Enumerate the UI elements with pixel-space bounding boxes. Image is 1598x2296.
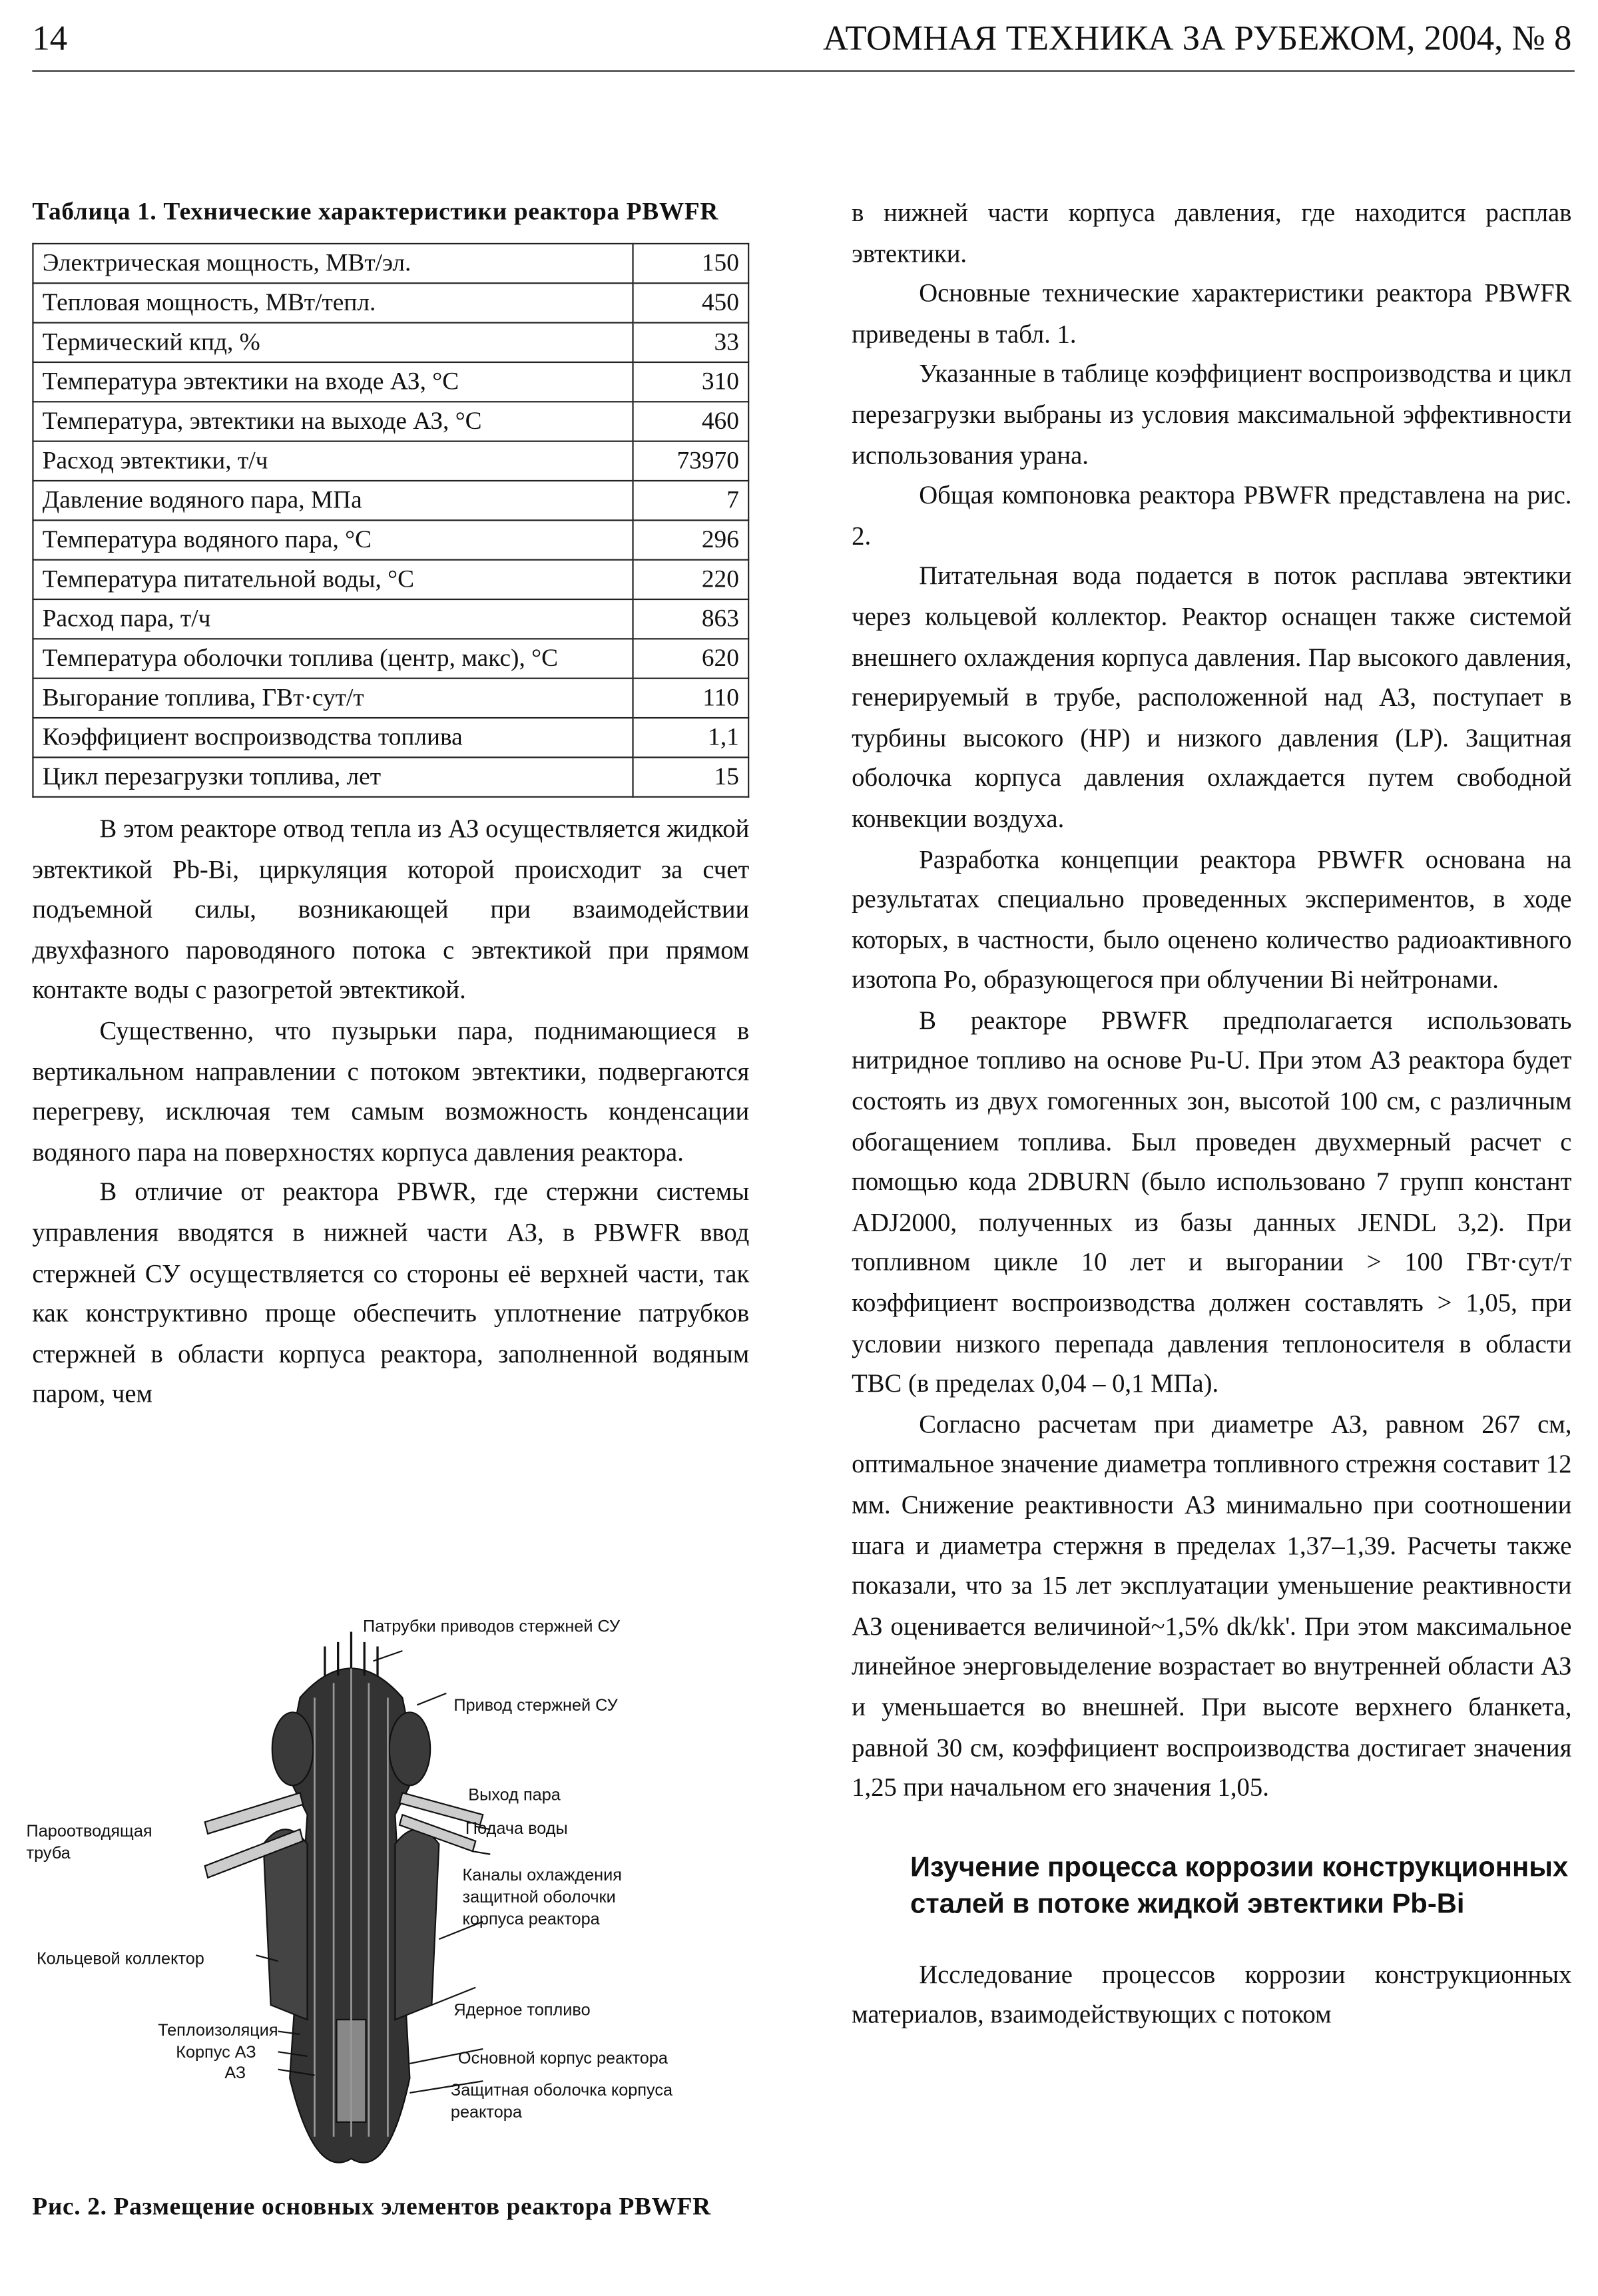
paragraph: Общая компоновка реактора PBWFR представлена на рис. 2.	[852, 480, 1572, 550]
label-main-vessel: Основной корпус реактора	[457, 2050, 668, 2068]
value-cell: 15	[633, 757, 749, 796]
label-cooling-channels: Каналы охлаждения защитной оболочки корпуса реактора	[462, 1867, 622, 1929]
paragraph: Существенно, что пузырьки пара, поднимающиеся в вертикальном направлении с потоком эвтектики, подвергаются перегреву, исключая тем самым возможность конденсации водяного пара на поверхностях корпуса давления реактора.	[32, 1015, 750, 1167]
value-cell: 1,1	[633, 718, 749, 757]
paragraph: В реакторе PBWFR предполагается использовать нитридное топливо на основе Pu-U. При этом АЗ реактора будет состоять из двух гомогенных зон, высотой 100 см, с различным обогащением топлива. Был проведен двухмерный расчет с помощью кода 2DBURN (было использовано 7 групп констант ADJ2000, полученных из базы данных JENDL 3,2). При топливном цикле 10 лет и выгорании > 100 ГВт·сут/т коэффициент воспроизводства должен составлять > 1,05, при условии низкого перепада давления теплоносителя в области ТВС (в пределах 0,04 – 0,1 МПа).	[852, 1005, 1572, 1398]
param-cell: Термический кпд, %	[33, 323, 633, 362]
figure-caption: Рис. 2. Размещение основных элементов реактора PBWFR	[32, 2192, 711, 2221]
table-row	[33, 718, 748, 757]
param-cell: Температура оболочки топлива (центр, макс), °С	[33, 639, 633, 678]
param-cell: Коэффициент воспроизводства топлива	[33, 718, 633, 757]
param-cell: Температура эвтектики на входе АЗ, °С	[33, 362, 633, 402]
param-cell: Давление водяного пара, МПа	[33, 481, 633, 520]
specs-table	[32, 243, 749, 798]
param-cell: Температура водяного пара, °С	[33, 520, 633, 559]
table-row	[33, 323, 748, 362]
label-drive: Привод стержней СУ	[453, 1697, 618, 1715]
value-cell: 110	[633, 679, 749, 718]
paragraph: В этом реакторе отвод тепла из АЗ осуществляется жидкой эвтектикой Pb-Bi, циркуляция которой происходит за счет подъемной силы, возникающей при взаимодействии двухфазного пароводяного потока с эвтектикой при прямом контакте воды с разогретой эвтектикой.	[32, 813, 750, 1005]
table-row	[33, 520, 748, 559]
value-cell: 310	[633, 362, 749, 402]
label-insulation: Теплоизоляция	[158, 2022, 278, 2040]
table-title: Таблица 1. Технические характеристики реактора PBWFR	[32, 197, 719, 226]
table-row	[33, 402, 748, 441]
value-cell: 620	[633, 639, 749, 678]
param-cell: Расход пара, т/ч	[33, 599, 633, 639]
value-cell: 863	[633, 599, 749, 639]
value-cell: 460	[633, 402, 749, 441]
value-cell: 450	[633, 283, 749, 322]
table-row	[33, 639, 748, 678]
value-cell: 7	[633, 481, 749, 520]
paragraph: Основные технические характеристики реактора PBWFR приведены в табл. 1.	[852, 278, 1572, 348]
table-row	[33, 599, 748, 639]
reactor-figure	[0, 1610, 761, 2188]
param-cell: Выгорание топлива, ГВт·сут/т	[33, 679, 633, 718]
paragraph: В отличие от реактора PBWR, где стержни системы управления вводятся в нижней части АЗ, в PBWFR ввод стержней СУ осуществляется со стороны её верхней части, так как конструктивно проще обеспечить уплотнение патрубков стержней в области корпуса реактора, заполненной водяным паром, чем	[32, 1177, 750, 1408]
header-rule	[32, 70, 1574, 71]
value-cell: 220	[633, 560, 749, 599]
table-row	[33, 757, 748, 796]
section-heading: Изучение процесса коррозии конструкционных сталей в потоке жидкой эвтектики Pb-Bi	[910, 1852, 1569, 1920]
value-cell: 296	[633, 520, 749, 559]
paragraph: Питательная вода подается в поток расплава эвтектики через кольцевой коллектор. Реактор оснащен также системой внешнего охлаждения корпуса давления. Пар высокого давления, генерируемый в трубе, расположенной над АЗ, поступает в турбины высокого (HP) и низкого давления (LP). Защитная оболочка корпуса давления охлаждается путем свободной конвекции воздуха.	[852, 561, 1572, 833]
param-cell: Электрическая мощность, МВт/эл.	[33, 244, 633, 283]
left-column	[32, 196, 749, 1416]
label-nozzles: Патрубки приводов стержней СУ	[363, 1618, 621, 1637]
label-steam-out: Выход пара	[468, 1787, 561, 1805]
table-row	[33, 362, 748, 402]
page-number: 14	[32, 20, 68, 59]
table-row	[33, 560, 748, 599]
table-row	[33, 283, 748, 322]
right-column	[852, 193, 1571, 2036]
paragraph: Указанные в таблице коэффициент воспроизводства и цикл перезагрузки выбраны из условия максимальной эффективности использования урана.	[852, 359, 1572, 469]
value-cell: 73970	[633, 441, 749, 481]
label-fuel: Ядерное топливо	[453, 2002, 591, 2020]
paragraph: Разработка концепции реактора PBWFR основана на результатах специально проведенных экспериментов, в ходе которых, в частности, было оценено количество радиоактивного изотопа Po, образующегося при облучении Bi нейтронами.	[852, 844, 1572, 994]
value-cell: 33	[633, 323, 749, 362]
paragraph: в нижней части корпуса давления, где находится расплав эвтектики.	[852, 197, 1572, 268]
journal-title: АТОМНАЯ ТЕХНИКА ЗА РУБЕЖОМ, 2004, № 8	[823, 20, 1572, 59]
label-water-in: Подача воды	[465, 1821, 568, 1839]
label-core: АЗ	[224, 2065, 246, 2083]
param-cell: Тепловая мощность, МВт/тепл.	[33, 283, 633, 322]
table-row	[33, 244, 748, 283]
value-cell: 150	[633, 244, 749, 283]
table-row	[33, 481, 748, 520]
table-row	[33, 441, 748, 481]
paragraph: Согласно расчетам при диаметре АЗ, равном 267 см, оптимальное значение диаметра топливного стрежня составит 12 мм. Снижение реактивности АЗ минимально при соотношении шага и диаметра стержня в пределах 1,37–1,39. Расчеты также показали, что за 15 лет эксплуатации уменьшение реактивности АЗ оценивается величиной~1,5% dk/kk'. При этом максимальное линейное энерговыделение возрастает во внутренней области АЗ и уменьшается во внешней. При высоте верхнего бланкета, равной 30 см, коэффициент воспроизводства достигает значения 1,25 при начальном его значения 1,05.	[852, 1409, 1572, 1802]
label-shell: Защитная оболочка корпуса реактора	[450, 2082, 673, 2122]
paragraph: Исследование процессов коррозии конструкционных материалов, взаимодействующих с потоком	[852, 1959, 1572, 2029]
table-row	[33, 679, 748, 718]
param-cell: Расход эвтектики, т/ч	[33, 441, 633, 481]
param-cell: Температура, эвтектики на выходе АЗ, °С	[33, 402, 633, 441]
label-collector: Кольцевой коллектор	[36, 1950, 204, 1969]
param-cell: Температура питательной воды, °С	[33, 560, 633, 599]
label-core-vessel: Корпус АЗ	[176, 2044, 256, 2062]
label-steam-pipe: Пароотводящая труба	[26, 1823, 152, 1863]
param-cell: Цикл перезагрузки топлива, лет	[33, 757, 633, 796]
